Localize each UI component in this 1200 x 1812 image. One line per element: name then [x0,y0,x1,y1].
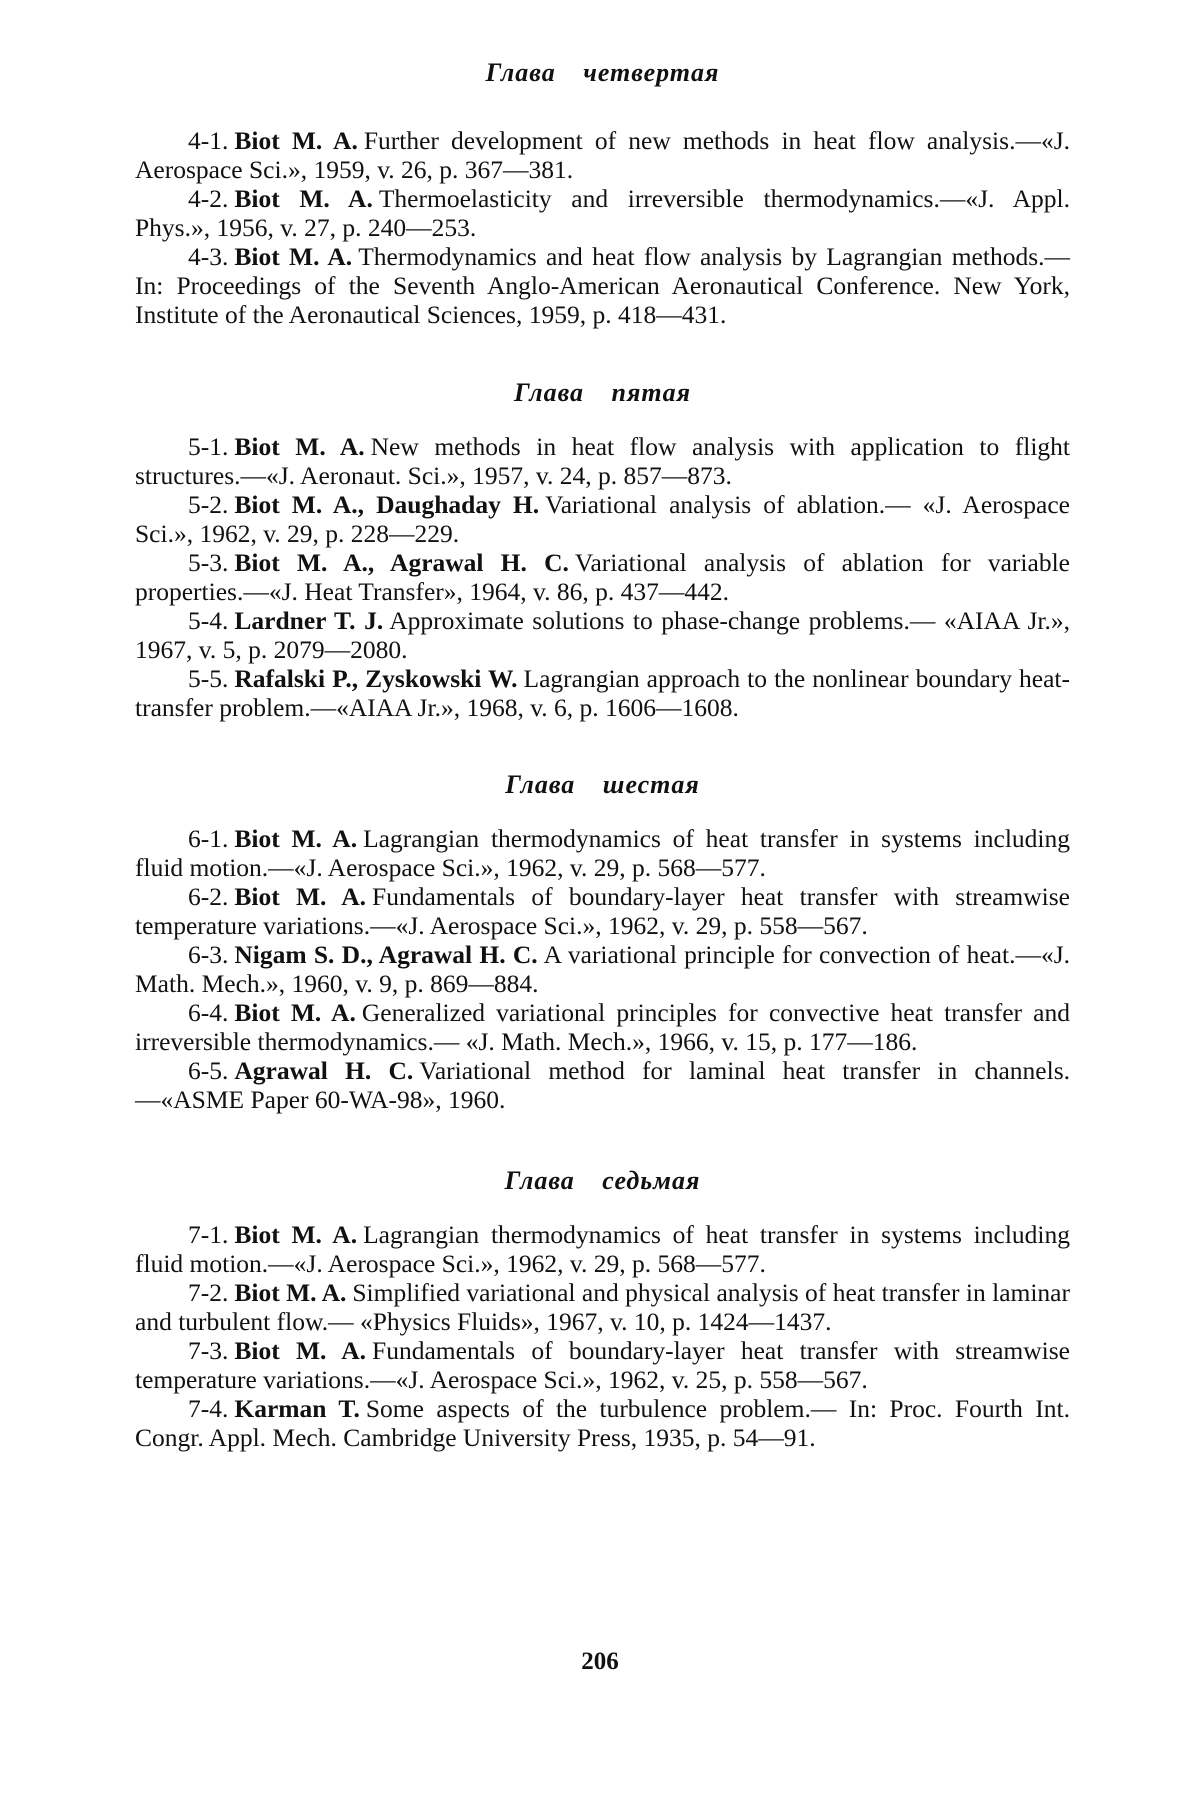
chapter-6-references [135,824,1070,1114]
reference-6-5 [135,1056,1070,1114]
chapter-6-section [135,770,1070,1114]
chapter-4-section [135,58,1070,329]
reference-number: 7-1. [188,1220,229,1249]
reference-number: 6-3. [188,940,229,969]
reference-number: 4-3. [188,242,229,271]
reference-number: 5-2. [188,490,229,519]
reference-5-5 [135,664,1070,722]
reference-4-3 [135,242,1070,329]
reference-authors: Biot M. A. [234,184,373,213]
chapter-7-section [135,1166,1070,1452]
reference-6-3 [135,940,1070,998]
reference-number: 4-2. [188,184,229,213]
reference-7-3 [135,1336,1070,1394]
reference-7-4 [135,1394,1070,1452]
chapter-7-title: Глава седьмая [504,1166,701,1195]
reference-text: Fundamentals of boundary-layer heat transfer with streamwise temperature variations.—«J. Aerospace Sci.», 1962, v. 25, p. 558—567. [135,1336,1070,1394]
reference-authors: Biot M. A. [234,882,367,911]
reference-authors: Biot M. A., Agrawal H. C. [234,548,569,577]
chapter-4-references [135,126,1070,329]
reference-number: 7-3. [188,1336,229,1365]
reference-4-2 [135,184,1070,242]
reference-text: Simplified variational and physical analysis of heat transfer in laminar and turbulent flow.— «Physics Fluids», 1967, v. 10, p. 1424—1437. [135,1278,1070,1336]
reference-text: Approximate solutions to phase-change problems.— «AIAA Jr.», 1967, v. 5, p. 2079—2080. [135,606,1071,664]
reference-5-4 [135,606,1070,664]
reference-authors: Karman T. [234,1394,360,1423]
reference-text: Thermodynamics and heat flow analysis by Lagrangian methods.— In: Proceedings of the Seventh Anglo-American Aeronautical Conference. New York, Institute of the Aeronautical Sciences, 1959, p. 418—431. [135,242,1070,329]
reference-authors: Biot M. A. [234,126,358,155]
chapter-7-references [135,1220,1070,1452]
reference-authors: Biot M. A. [234,432,365,461]
reference-text: Lagrangian thermodynamics of heat transfer in systems including fluid motion.—«J. Aerospace Sci.», 1962, v. 29, p. 568—577. [135,824,1070,882]
reference-text: Fundamentals of boundary-layer heat transfer with streamwise temperature variations.—«J. Aerospace Sci.», 1962, v. 29, p. 558—567. [135,882,1070,940]
reference-text: Lagrangian thermodynamics of heat transfer in systems including fluid motion.—«J. Aerospace Sci.», 1962, v. 29, p. 568—577. [135,1220,1070,1278]
reference-7-1 [135,1220,1070,1278]
reference-text: Generalized variational principles for convective heat transfer and irreversible thermodynamics.— «J. Math. Mech.», 1966, v. 15, p. 177—186. [135,998,1070,1056]
reference-authors: Biot M. A. [234,998,356,1027]
reference-text: Variational analysis of ablation.— «J. Aerospace Sci.», 1962, v. 29, p. 228—229. [135,490,1071,548]
reference-7-2 [135,1278,1070,1336]
chapter-4-title: Глава четвертая [485,58,720,87]
reference-text: Variational analysis of ablation for variable properties.—«J. Heat Transfer», 1964, v. 86, p. 437—442. [135,548,1070,606]
reference-number: 6-4. [188,998,229,1027]
reference-5-2 [135,490,1070,548]
reference-authors: Biot M. A. [234,824,358,853]
reference-6-4 [135,998,1070,1056]
reference-number: 6-1. [188,824,229,853]
reference-authors: Lardner T. J. [234,606,384,635]
references-column [135,0,1070,1452]
reference-text: Further development of new methods in heat flow analysis.—«J. Aerospace Sci.», 1959, v. 26, p. 367—381. [135,126,1070,184]
reference-text: Variational method for laminal heat transfer in channels.—«ASME Paper 60-WA-98», 1960. [135,1056,1070,1114]
reference-5-1 [135,432,1070,490]
reference-5-3 [135,548,1070,606]
chapter-5-section [135,378,1070,722]
reference-number: 5-5. [188,664,229,693]
reference-number: 7-2. [188,1278,229,1307]
reference-authors: Nigam S. D., Agrawal H. C. [234,940,538,969]
reference-number: 5-4. [188,606,229,635]
reference-text: Thermoelasticity and irreversible thermodynamics.—«J. Appl. Phys.», 1956, v. 27, p. 240—253. [135,184,1070,242]
reference-6-2 [135,882,1070,940]
reference-authors: Biot M. A. [234,242,353,271]
reference-authors: Biot M. A. [234,1220,358,1249]
reference-text: Some aspects of the turbulence problem.— In: Proc. Fourth Int. Congr. Appl. Mech. Cambridge University Press, 1935, p. 54—91. [135,1394,1070,1452]
reference-authors: Biot M. A., Daughaday H. [234,490,540,519]
chapter-5-references [135,432,1070,722]
reference-number: 6-5. [188,1056,229,1085]
reference-text: Lagrangian approach to the nonlinear boundary heat-transfer problem.—«AIAA Jr.», 1968, v. 6, p. 1606—1608. [135,664,1070,722]
reference-number: 6-2. [188,882,229,911]
reference-4-1 [135,126,1070,184]
reference-number: 4-1. [188,126,229,155]
reference-number: 5-3. [188,548,229,577]
page-number: 206 [581,1648,619,1675]
reference-text: New methods in heat flow analysis with application to flight structures.—«J. Aeronaut. Sci.», 1957, v. 24, p. 857—873. [135,432,1070,490]
chapter-6-title: Глава шестая [505,770,700,799]
reference-6-1 [135,824,1070,882]
reference-authors: Agrawal H. C. [234,1056,414,1085]
reference-text: A variational principle for convection of heat.—«J. Math. Mech.», 1960, v. 9, p. 869—884. [135,940,1070,998]
reference-authors: Biot M. A. [234,1278,347,1307]
reference-authors: Rafalski P., Zyskowski W. [234,664,518,693]
reference-authors: Biot M. A. [234,1336,367,1365]
reference-number: 5-1. [188,432,229,461]
reference-number: 7-4. [188,1394,229,1423]
chapter-5-title: Глава пятая [513,378,692,407]
